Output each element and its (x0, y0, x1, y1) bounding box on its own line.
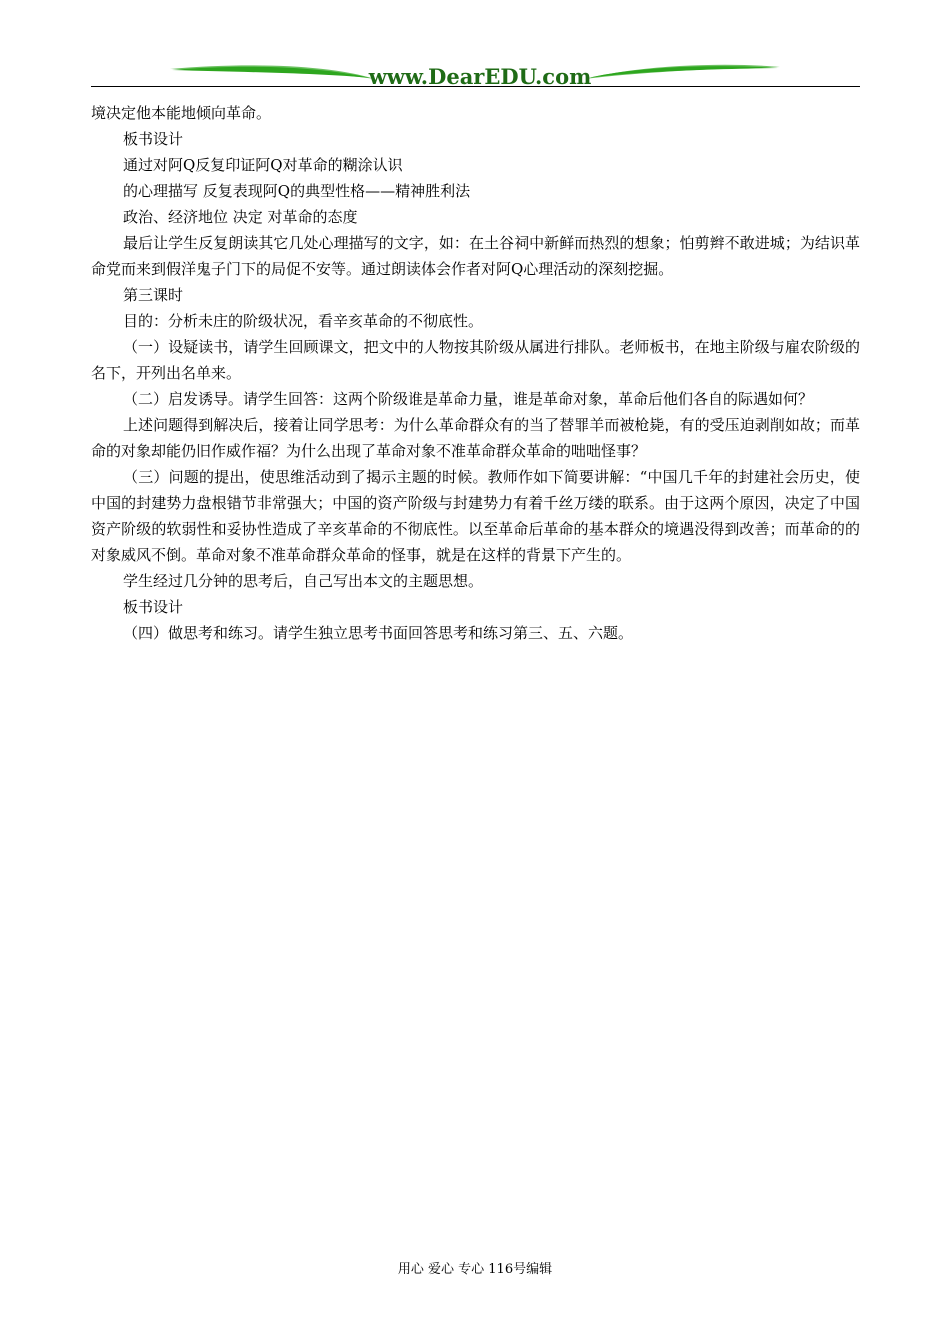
paragraph: 境决定他本能地倾向革命。 (91, 104, 272, 122)
board-line: 政治、经济地位 决定 对革命的态度 (123, 208, 358, 226)
section-heading: 板书设计 (123, 598, 184, 616)
document-body (91, 100, 860, 646)
logo-text: www.DearEDU.com (368, 64, 592, 89)
paragraph: 最后让学生反复朗读其它几处心理描写的文字，如：在土谷祠中新鲜而热烈的想象；怕剪辫不敢进城；为结识革命党而来到假洋鬼子门下的局促不安等。通过朗读体会作者对阿Q心理活动的深刻挖掘。 (91, 234, 860, 278)
section-heading: 第三课时 (123, 286, 184, 304)
paragraph: 学生经过几分钟的思考后，自己写出本文的主题思想。 (123, 572, 484, 590)
header-divider (91, 86, 860, 87)
paragraph: （一）设疑读书，请学生回顾课文，把文中的人物按其阶级从属进行排队。老师板书，在地主阶级与雇农阶级的名下，开列出名单来。 (91, 338, 860, 382)
paragraph: （二）启发诱导。请学生回答：这两个阶级谁是革命力量，谁是革命对象，革命后他们各自的际遇如何？ (123, 390, 814, 408)
paragraph: 上述问题得到解决后，接着让同学思考：为什么革命群众有的当了替罪羊而被枪毙，有的受压迫剥削如故；而革命的对象却能仍旧作威作福？为什么出现了革命对象不准革命群众革命的咄咄怪事？ (91, 416, 860, 460)
paragraph: （三）问题的提出，使思维活动到了揭示主题的时候。教师作如下简要讲解：“中国几千年的封建社会历史，使中国的封建势力盘根错节非常强大；中国的资产阶级与封建势力有着千丝万缕的联系。由于这两个原因，决定了中国资产阶级的软弱性和妥协性造成了辛亥革命的不彻底性。以至革命后革命的基本群众的境遇没得到改善；而革命的的对象威风不倒。革命对象不准革命群众革命的怪事，就是在这样的背景下产生的。 (91, 468, 860, 564)
paragraph: 目的：分析未庄的阶级状况，看辛亥革命的不彻底性。 (123, 312, 484, 330)
paragraph: （四）做思考和练习。请学生独立思考书面回答思考和练习第三、五、六题。 (123, 624, 634, 642)
board-line: 通过对阿Q反复印证阿Q对革命的糊涂认识 (123, 156, 403, 174)
board-line: 的心理描写 反复表现阿Q的典型性格——精神胜利法 (123, 182, 471, 200)
page-footer: 用心 爱心 专心 116号编辑 (397, 1262, 553, 1277)
header-logo (170, 60, 780, 92)
logo-swoosh-graphic (170, 60, 780, 92)
section-heading: 板书设计 (123, 130, 184, 148)
